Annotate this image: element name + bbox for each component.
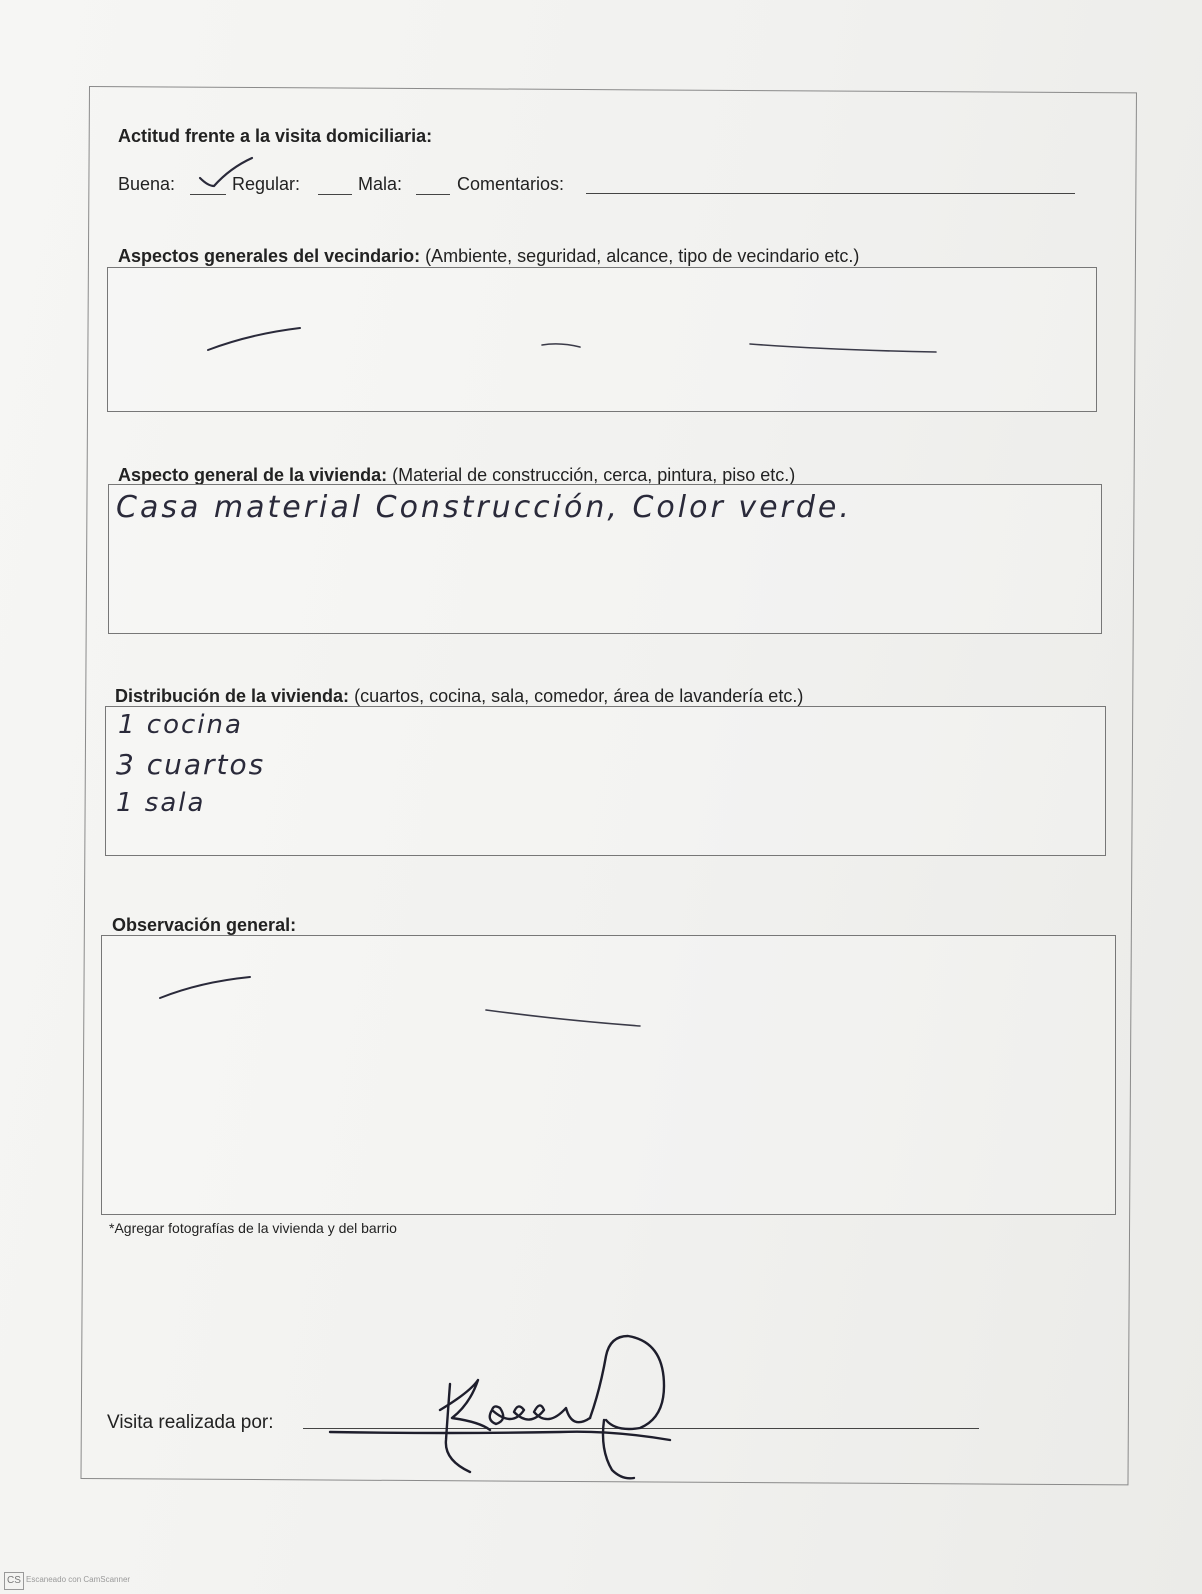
distribution-item-2: 3 cuartos	[116, 748, 266, 781]
distribution-item-1: 1 cocina	[118, 710, 243, 740]
comments-label: Comentarios:	[457, 174, 565, 194]
observation-dash-1	[160, 977, 250, 998]
option-bad-label: Mala:	[358, 174, 403, 194]
housing-heading: Aspecto general de la vivienda:	[118, 465, 388, 485]
neighborhood-dash-3	[750, 344, 936, 352]
neighborhood-dash-1	[208, 328, 300, 350]
photo-note: *Agregar fotografías de la vivienda y del barrio	[109, 1220, 397, 1236]
housing-handwriting: Casa material Construcción, Color verde.	[116, 490, 852, 525]
distribution-item-3: 1 sala	[116, 788, 206, 818]
signature-label: Visita realizada por:	[107, 1412, 274, 1433]
checkmark-icon	[200, 158, 252, 186]
observation-heading: Observación general:	[112, 915, 297, 935]
distribution-hint: (cuartos, cocina, sala, comedor, área de lavandería etc.)	[354, 686, 804, 706]
attitude-heading: Actitud frente a la visita domiciliaria:	[118, 126, 433, 146]
camscanner-note: Escaneado con CamScanner	[26, 1575, 131, 1584]
signature-scribble	[330, 1336, 670, 1478]
neighborhood-heading: Aspectos generales del vecindario:	[118, 246, 421, 266]
camscanner-logo: CS	[4, 1572, 24, 1590]
option-regular-label: Regular:	[232, 174, 301, 194]
housing-hint: (Material de construcción, cerca, pintura, piso etc.)	[392, 465, 796, 485]
neighborhood-hint: (Ambiente, seguridad, alcance, tipo de vecindario etc.)	[425, 246, 860, 266]
distribution-heading: Distribución de la vivienda:	[115, 686, 350, 706]
observation-dash-2	[486, 1010, 640, 1026]
option-good-label: Buena:	[118, 174, 176, 194]
neighborhood-dash-2	[542, 344, 580, 347]
